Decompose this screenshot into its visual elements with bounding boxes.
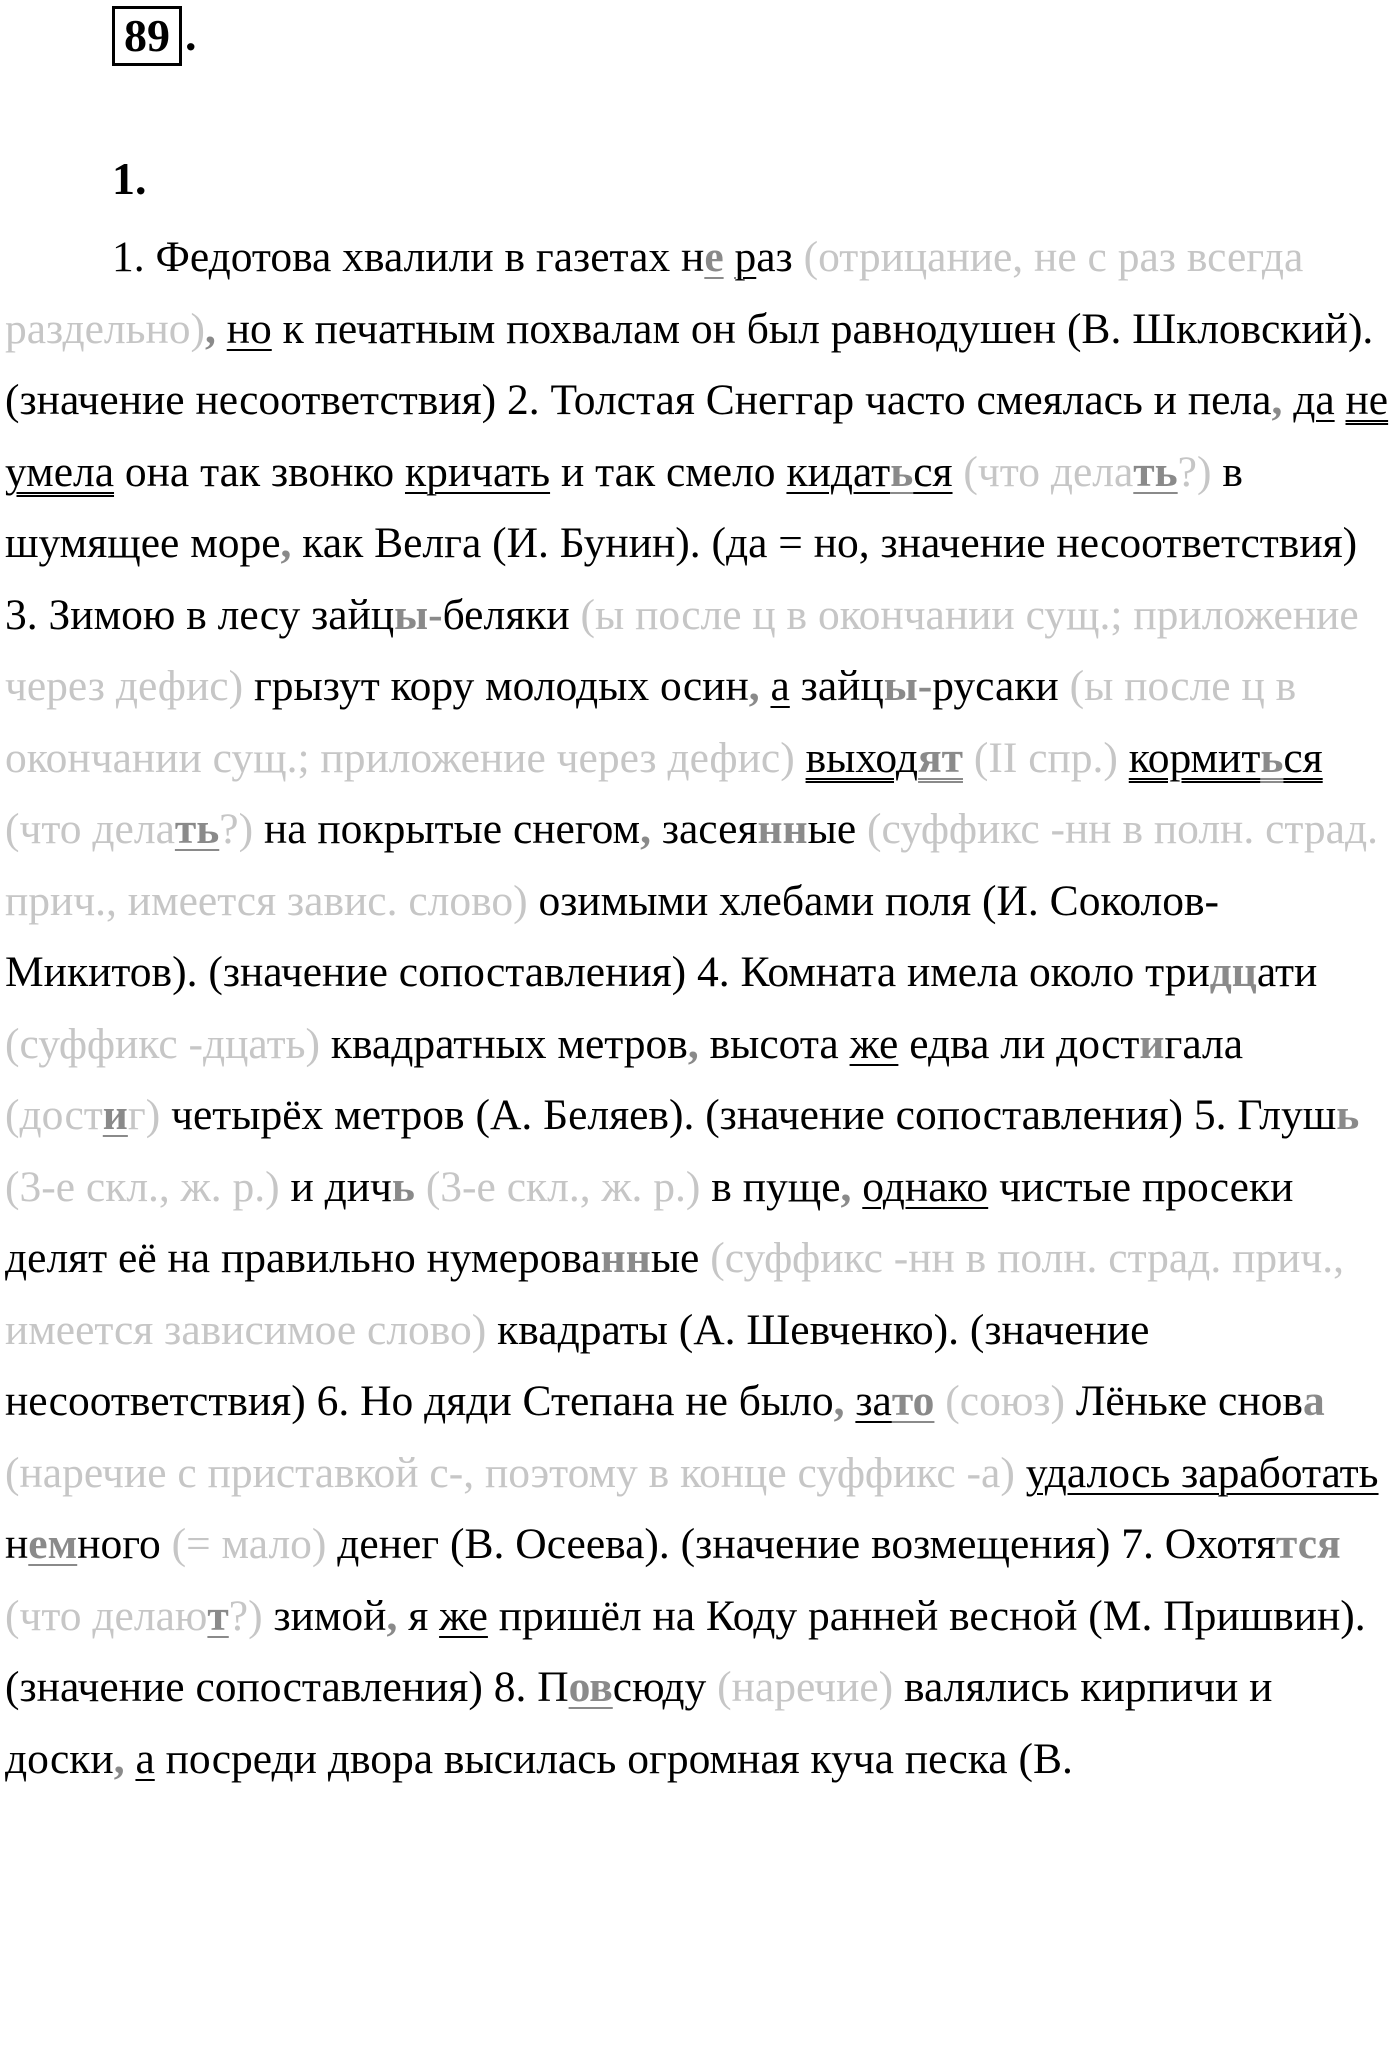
answer-paragraph xyxy=(5,222,1397,1795)
underlined-word: р xyxy=(734,233,757,281)
highlighted-letter: ть xyxy=(174,805,220,853)
text-run xyxy=(1015,1449,1026,1497)
highlighted-letter: , xyxy=(840,1162,852,1211)
text-run xyxy=(216,305,227,353)
text-run: посреди двора высилась огромная куча песка (В. xyxy=(154,1734,1073,1783)
highlighted-letter: тся xyxy=(1275,1520,1341,1568)
text-run xyxy=(934,1377,945,1425)
text-run xyxy=(1282,376,1293,424)
highlighted-letter: ят xyxy=(918,733,963,782)
underlined-word: однако xyxy=(862,1162,989,1211)
highlighted-letter: , xyxy=(640,805,651,853)
text-run xyxy=(963,734,974,782)
highlighted-letter: и xyxy=(102,1091,128,1139)
grammar-note: (наречие) xyxy=(717,1663,894,1711)
highlighted-letter: , xyxy=(748,662,760,710)
exercise-number-dot: . xyxy=(185,9,197,60)
highlighted-letter: ь xyxy=(1260,733,1284,782)
text-run xyxy=(851,1163,862,1211)
highlighted-letter: , xyxy=(833,1377,845,1425)
sentence-number: 8. xyxy=(493,1663,527,1711)
grammar-note: (II спр.) xyxy=(973,733,1118,782)
highlighted-letter: нн xyxy=(757,805,808,853)
text-run: зайц xyxy=(789,662,884,710)
highlighted-letter: нн xyxy=(600,1234,651,1282)
text-run xyxy=(1335,376,1346,424)
text-run xyxy=(724,233,735,281)
text-run xyxy=(415,1163,426,1211)
text-run: в пуще xyxy=(700,1162,841,1211)
underlined-word: а xyxy=(135,1734,155,1783)
text-run: квадраты (А. Шевченко). (значение несоответствия) xyxy=(5,1305,1150,1425)
text-run: Толстая Снеггар часто смеялась и пела xyxy=(539,376,1272,424)
highlighted-letter: ы xyxy=(883,662,918,710)
highlighted-letter: , xyxy=(687,1019,699,1068)
grammar-note: (отрицание, не с раз всегда раздельно) xyxy=(5,233,1304,353)
highlighted-letter: ть xyxy=(1133,447,1178,496)
text-run: квадратных метров xyxy=(319,1019,688,1068)
highlighted-letter: и xyxy=(1139,1019,1165,1068)
highlighted-letter: , xyxy=(280,519,292,567)
text-run: Лёньке снов xyxy=(1065,1377,1303,1425)
text-run: денег (В. Осеева). (значение возмещения) xyxy=(326,1520,1122,1568)
grammar-note: (дост xyxy=(5,1091,103,1139)
underlined-word: но xyxy=(226,304,272,353)
underlined-word: ся xyxy=(913,447,953,496)
text-run: русаки xyxy=(932,662,1070,710)
highlighted-letter: ь xyxy=(391,1162,415,1211)
text-run: сюду xyxy=(612,1663,718,1711)
underlined-word: выход xyxy=(805,733,919,782)
grammar-note: ?) xyxy=(219,805,254,853)
grammar-note: (что дела xyxy=(5,805,175,853)
sentence-number: 6. xyxy=(316,1377,350,1425)
text-run: как Велга (И. Бунин). (да = но, значение несоответствия) xyxy=(291,519,1358,567)
text-run: Охотя xyxy=(1153,1520,1276,1568)
text-run: н xyxy=(5,1520,29,1568)
underlined-word: ся xyxy=(1283,733,1323,782)
text-run: грызут кору молодых осин xyxy=(243,662,749,710)
exercise-number-box xyxy=(112,6,182,66)
highlighted-letter: , xyxy=(113,1734,125,1783)
highlighted-letter: а xyxy=(1302,1377,1325,1425)
text-run: Глуш xyxy=(1226,1091,1337,1139)
sentence-number: 3. xyxy=(5,590,38,639)
text-run: ати xyxy=(1256,948,1318,996)
underlined-word: же xyxy=(849,1019,899,1068)
sentence-number: 7. xyxy=(1121,1520,1154,1568)
highlighted-letter: т xyxy=(207,1591,229,1640)
text-run: ного xyxy=(77,1520,172,1568)
highlighted-letter: , xyxy=(1271,376,1283,424)
grammar-note: (наречие с приставкой с-, поэтому в конце суффикс -а) xyxy=(5,1448,1015,1497)
highlighted-letter: ь xyxy=(890,447,914,496)
text-run: гала xyxy=(1164,1019,1244,1068)
underlined-word: за xyxy=(855,1377,892,1425)
part-number: 1. xyxy=(112,153,147,204)
grammar-note: (3-е скл., ж. р.) xyxy=(5,1162,280,1211)
grammar-note: (что дела xyxy=(963,447,1134,496)
text-run: едва ли дост xyxy=(898,1019,1140,1068)
text-run xyxy=(760,662,771,710)
text-run xyxy=(1118,734,1129,782)
text-run xyxy=(845,1377,856,1425)
grammar-note: (суффикс -нн в полн. страд. прич., имеется завис. слово) xyxy=(5,805,1378,925)
underlined-word: не умела xyxy=(5,376,1389,496)
text-run: зимой xyxy=(262,1591,387,1640)
highlighted-letter: , xyxy=(204,304,216,353)
highlighted-letter: ы xyxy=(394,590,429,639)
text-run: я xyxy=(397,1591,440,1640)
grammar-note: г) xyxy=(127,1091,161,1139)
text-run: к печатным похвалам он был равнодушен (В. Шкловский). (значение несоответствия) xyxy=(5,304,1374,424)
highlighted-letter: то xyxy=(891,1377,935,1425)
sentence-number: 1. xyxy=(112,233,145,281)
highlighted-letter: , xyxy=(386,1591,398,1640)
text-run: Федотова хвалили в газетах н xyxy=(144,233,705,281)
underlined-word: кормит xyxy=(1128,733,1261,782)
text-run: она так звонко xyxy=(114,447,405,496)
text-run: ые xyxy=(650,1234,711,1282)
grammar-note: ?) xyxy=(1177,447,1212,496)
text-run: Комната имела около три xyxy=(729,948,1210,996)
highlighted-letter: е xyxy=(704,233,724,281)
text-run: на покрытые снегом xyxy=(253,805,641,853)
text-run: засея xyxy=(650,805,758,853)
grammar-note: (3-е скл., ж. р.) xyxy=(425,1162,701,1211)
highlighted-letter: - xyxy=(917,662,933,710)
text-run: чистые просеки делят её на правильно нумерова xyxy=(5,1162,1294,1282)
underlined-word: удалось заработать xyxy=(1025,1448,1379,1497)
exercise-number: 89 xyxy=(124,10,170,61)
grammar-note: (суффикс -нн в полн. страд. прич., имеется зависимое слово) xyxy=(5,1234,1345,1354)
underlined-word: же xyxy=(439,1591,488,1640)
text-run xyxy=(125,1735,136,1783)
sentence-number: 5. xyxy=(1193,1091,1227,1139)
text-run: беляки xyxy=(442,590,581,639)
highlighted-letter: ем xyxy=(28,1520,78,1568)
text-run xyxy=(953,448,964,496)
highlighted-letter: ь xyxy=(1336,1091,1360,1139)
text-run: Но дяди Степана не было xyxy=(349,1377,834,1425)
text-run: четырёх метров (А. Беляев). (значение сопоставления) xyxy=(160,1091,1194,1139)
grammar-note: ?) xyxy=(228,1591,263,1640)
text-run: ые xyxy=(807,805,868,853)
highlighted-letter: - xyxy=(428,590,443,639)
grammar-note: (суффикс -дцать) xyxy=(5,1019,320,1068)
text-run: озимыми хлебами поля (И. Соколов-Микитов). (значение сопоставления) xyxy=(5,876,1220,996)
underlined-word: кидат xyxy=(786,447,891,496)
text-run xyxy=(795,734,806,782)
grammar-note: (что делаю xyxy=(5,1591,208,1640)
text-run: высота xyxy=(698,1019,850,1068)
grammar-note: (союз) xyxy=(945,1377,1066,1425)
grammar-note: (= мало) xyxy=(171,1520,327,1568)
text-run: пришёл на Коду ранней весной (М. Пришвин). (значение сопоставления) xyxy=(5,1591,1366,1711)
text-run: Зимою в лесу зайц xyxy=(37,590,395,639)
sentence-number: 2. xyxy=(507,376,540,424)
grammar-note: (ы после ц в окончании сущ.; приложение через дефис) xyxy=(5,662,1297,782)
text-run: валялись кирпичи и доски xyxy=(5,1663,1273,1783)
underlined-word: кричать xyxy=(404,447,551,496)
sentence-number: 4. xyxy=(697,948,730,996)
underlined-word: да xyxy=(1293,376,1335,424)
text-run: в шумящее море xyxy=(5,447,1243,567)
text-run: аз xyxy=(756,233,804,281)
grammar-note: (ы после ц в окончании сущ.; приложение через дефис) xyxy=(5,590,1359,710)
highlighted-letter: ов xyxy=(568,1663,613,1711)
text-run: и так смело xyxy=(550,447,787,496)
highlighted-letter: дц xyxy=(1209,948,1257,996)
underlined-word: а xyxy=(770,662,790,710)
text-run: и дич xyxy=(279,1162,392,1211)
text-run: П xyxy=(526,1663,569,1711)
